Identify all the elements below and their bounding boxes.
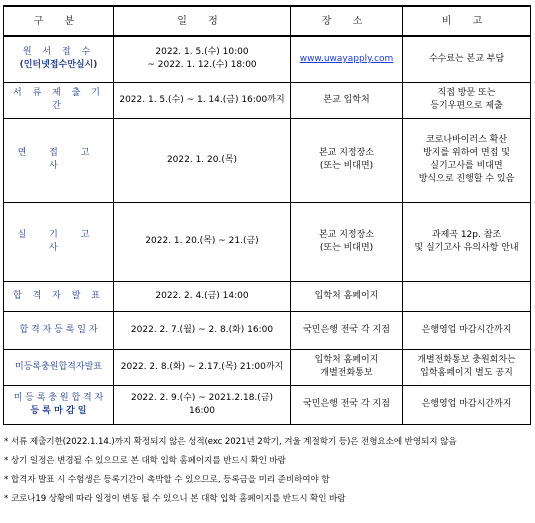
row-schedule: 2022. 1. 5.(수) 10:00 ~ 2022. 1. 12.(수) 18:00 xyxy=(114,36,291,82)
row-place: 입학처 홈페이지 xyxy=(291,281,403,311)
admission-schedule-table xyxy=(3,5,531,425)
row-place: 본교 지정장소 (또는 비대면) xyxy=(291,202,403,281)
row-schedule: 2022. 2. 9.(수) ~ 2021.2.18.(금) 16:00 xyxy=(114,385,291,424)
row-note: 코로나바이러스 확산 방지를 위하여 면접 및 실기고사를 비대면 방식으로 진행할 수 있음 xyxy=(403,118,531,202)
row-place: 본교 입학처 xyxy=(291,82,403,118)
row-note: 개별전화통보 충원회차는 입학홈페이지 별도 공지 xyxy=(403,349,531,385)
row-label xyxy=(4,36,114,82)
footnote-item: * 서류 제출기한(2022.1.14.)까지 확정되지 않은 성적(exc 2021년 2학기, 겨울 계절학기 등)은 전형요소에 반영되지 않음 xyxy=(4,437,457,447)
footnote-item: * 코로나19 상황에 따라 일정이 변동 될 수 있으니 본 대학 입학 홈페이지를 반드시 확인 바람 xyxy=(4,494,346,504)
table-row-interview xyxy=(4,118,531,202)
row-place: 입학처 홈페이지 개별전화통보 xyxy=(291,349,403,385)
row-schedule: 2022. 1. 20.(목) ~ 21.(금) xyxy=(114,202,291,281)
row-label xyxy=(4,385,114,424)
table-row-practical-exam xyxy=(4,202,531,281)
row-label: 면 접 고 사 xyxy=(4,118,114,202)
row-label: 서 류 제 출 기 간 xyxy=(4,82,114,118)
header-category: 구 분 xyxy=(4,6,114,36)
row-schedule: 2022. 2. 4.(금) 14:00 xyxy=(114,281,291,311)
row-note: 수수료는 본교 부담 xyxy=(403,36,531,82)
table-header-row xyxy=(4,6,531,36)
row-note: 직접 방문 또는 등기우편으로 제출 xyxy=(403,82,531,118)
table-row-application xyxy=(4,36,531,82)
table-row-registration xyxy=(4,311,531,349)
row-label-main: 미 등 록 충 원 합 격 자 xyxy=(13,392,104,403)
row-place xyxy=(291,36,403,82)
footnotes xyxy=(4,436,531,512)
header-schedule: 일 정 xyxy=(114,6,291,36)
row-schedule: 2022. 2. 8.(화) ~ 2.17.(목) 21:00까지 xyxy=(114,349,291,385)
row-schedule: 2022. 1. 5.(수) ~ 1. 14.(금) 16:00까지 xyxy=(114,82,291,118)
row-place: 본교 지정장소 (또는 비대면) xyxy=(291,118,403,202)
row-place: 국민은행 전국 각 지점 xyxy=(291,311,403,349)
row-note: 은행영업 마감시간까지 xyxy=(403,385,531,424)
row-label-sub: 등 록 마 감 일 xyxy=(30,405,87,416)
table-row-documents xyxy=(4,82,531,118)
table-row-additional-registration xyxy=(4,385,531,424)
footnote-item: * 상기 일정은 변경될 수 있으므로 본 대학 입학 홈페이지를 반드시 확인 바람 xyxy=(4,456,286,466)
row-label: 합 격 자 등 록 일 자 xyxy=(4,311,114,349)
row-place: 국민은행 전국 각 지점 xyxy=(291,385,403,424)
row-note: 은행영업 마감시간까지 xyxy=(403,311,531,349)
row-label: 실 기 고 사 xyxy=(4,202,114,281)
table-row-announcement xyxy=(4,281,531,311)
header-remark: 비 고 xyxy=(403,6,531,36)
row-label: 합 격 자 발 표 xyxy=(4,281,114,311)
row-note xyxy=(403,281,531,311)
table-row-additional-admission xyxy=(4,349,531,385)
row-note: 과제곡 12p. 참조 및 실기고사 유의사항 안내 xyxy=(403,202,531,281)
footnote-item: * 합격자 발표 시 수험생은 등록기간이 촉박할 수 있으므로, 등록금을 미리 준비하여야 함 xyxy=(4,475,330,485)
row-label-main: 원 서 접 수 xyxy=(22,47,95,58)
application-site-link[interactable]: www.uwayapply.com xyxy=(299,53,394,64)
row-label-sub: (인터넷접수만실시) xyxy=(19,60,98,71)
row-schedule: 2022. 2. 7.(월) ~ 2. 8.(화) 16:00 xyxy=(114,311,291,349)
header-place: 장 소 xyxy=(291,6,403,36)
row-label: 미등록충원합격자발표 xyxy=(4,349,114,385)
row-schedule: 2022. 1. 20.(목) xyxy=(114,118,291,202)
